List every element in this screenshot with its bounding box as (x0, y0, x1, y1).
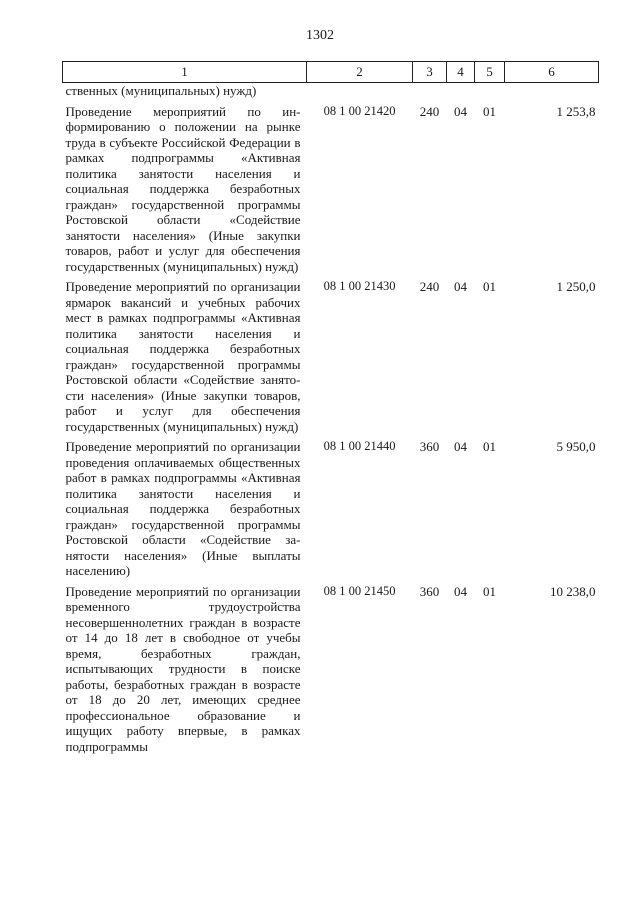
row-code: 08 1 00 21420 (323, 103, 396, 118)
row-description: Проведение мероприятий по организации временного трудоустройства несовершеннолетних граждан в возрасте от 14 до 18 лет в свободное от учебы время, безработных граждан, испытывающих трудности в поиске работы, безработных граждан в возрасте от 18 до 20 лет, имеющих среднее профессиональное образование и ищущих работу впервые, в рамках подпрограммы (65, 583, 301, 754)
row-amount: 10 238,0 (550, 583, 596, 599)
row-col-4: 04 (454, 583, 467, 599)
row-col-3: 240 (419, 279, 440, 294)
header-col-4: 4 (447, 62, 475, 83)
row-code: 08 1 00 21430 (323, 279, 396, 293)
table-row (63, 274, 599, 434)
continuation-text: ственных (муниципальных) нужд) (65, 83, 257, 98)
row-description: Проведение мероприятий по организации ярмарок вакансий и учебных рабочих мест в рамках подпрограммы «Активная политика занятости населения и социальная поддержка безработных граждан» государственной программы Ростовской области «Содействие занятости населения» (Иные закупки товаров, работ и услуг для обеспечения государственных (муниципальных) нужд) (65, 279, 301, 434)
row-amount: 1 250,0 (556, 279, 596, 294)
row-col-4: 04 (454, 439, 467, 454)
row-col-5: 01 (483, 583, 496, 599)
row-col-4: 04 (454, 279, 467, 294)
header-col-1: 1 (63, 62, 307, 83)
row-description: Проведение мероприятий по информированию о положении на рынке труда в субъекте Российской Федерации в рамках подпрограммы «Активная политика занятости населения и социальная поддержка безработных граждан» государственной программы Ростовской области «Содействие занятости населения» (Иные закупки товаров, работ и услуг для обеспечения государственных (муниципальных) нужд) (65, 103, 301, 274)
row-col-4: 04 (454, 103, 467, 119)
row-amount: 1 253,8 (556, 103, 596, 119)
row-col-3: 240 (419, 103, 440, 119)
row-col-5: 01 (483, 279, 496, 294)
page-number: 1302 (306, 28, 334, 43)
table-row (63, 579, 599, 755)
table-row-continuation (63, 83, 599, 99)
row-code: 08 1 00 21440 (323, 439, 396, 453)
table-header (63, 62, 599, 83)
row-col-5: 01 (483, 439, 496, 454)
table-row (63, 99, 599, 275)
row-col-3: 360 (419, 583, 440, 599)
row-code: 08 1 00 21450 (323, 583, 396, 598)
header-col-6: 6 (505, 62, 599, 83)
header-col-3: 3 (413, 62, 447, 83)
row-col-5: 01 (483, 103, 496, 119)
row-col-3: 360 (419, 439, 440, 454)
budget-table (62, 61, 599, 754)
header-col-5: 5 (475, 62, 505, 83)
row-amount: 5 950,0 (556, 439, 596, 454)
table-row (63, 434, 599, 579)
row-description: Проведение мероприятий по организации проведения оплачиваемых общественных работ в рамках подпрограммы «Активная политика занятости населения и социальная поддержка безработных граждан» государственной программы Ростовской области «Содействие занятости населения» (Иные выплаты населению) (65, 439, 301, 578)
header-col-2: 2 (307, 62, 413, 83)
